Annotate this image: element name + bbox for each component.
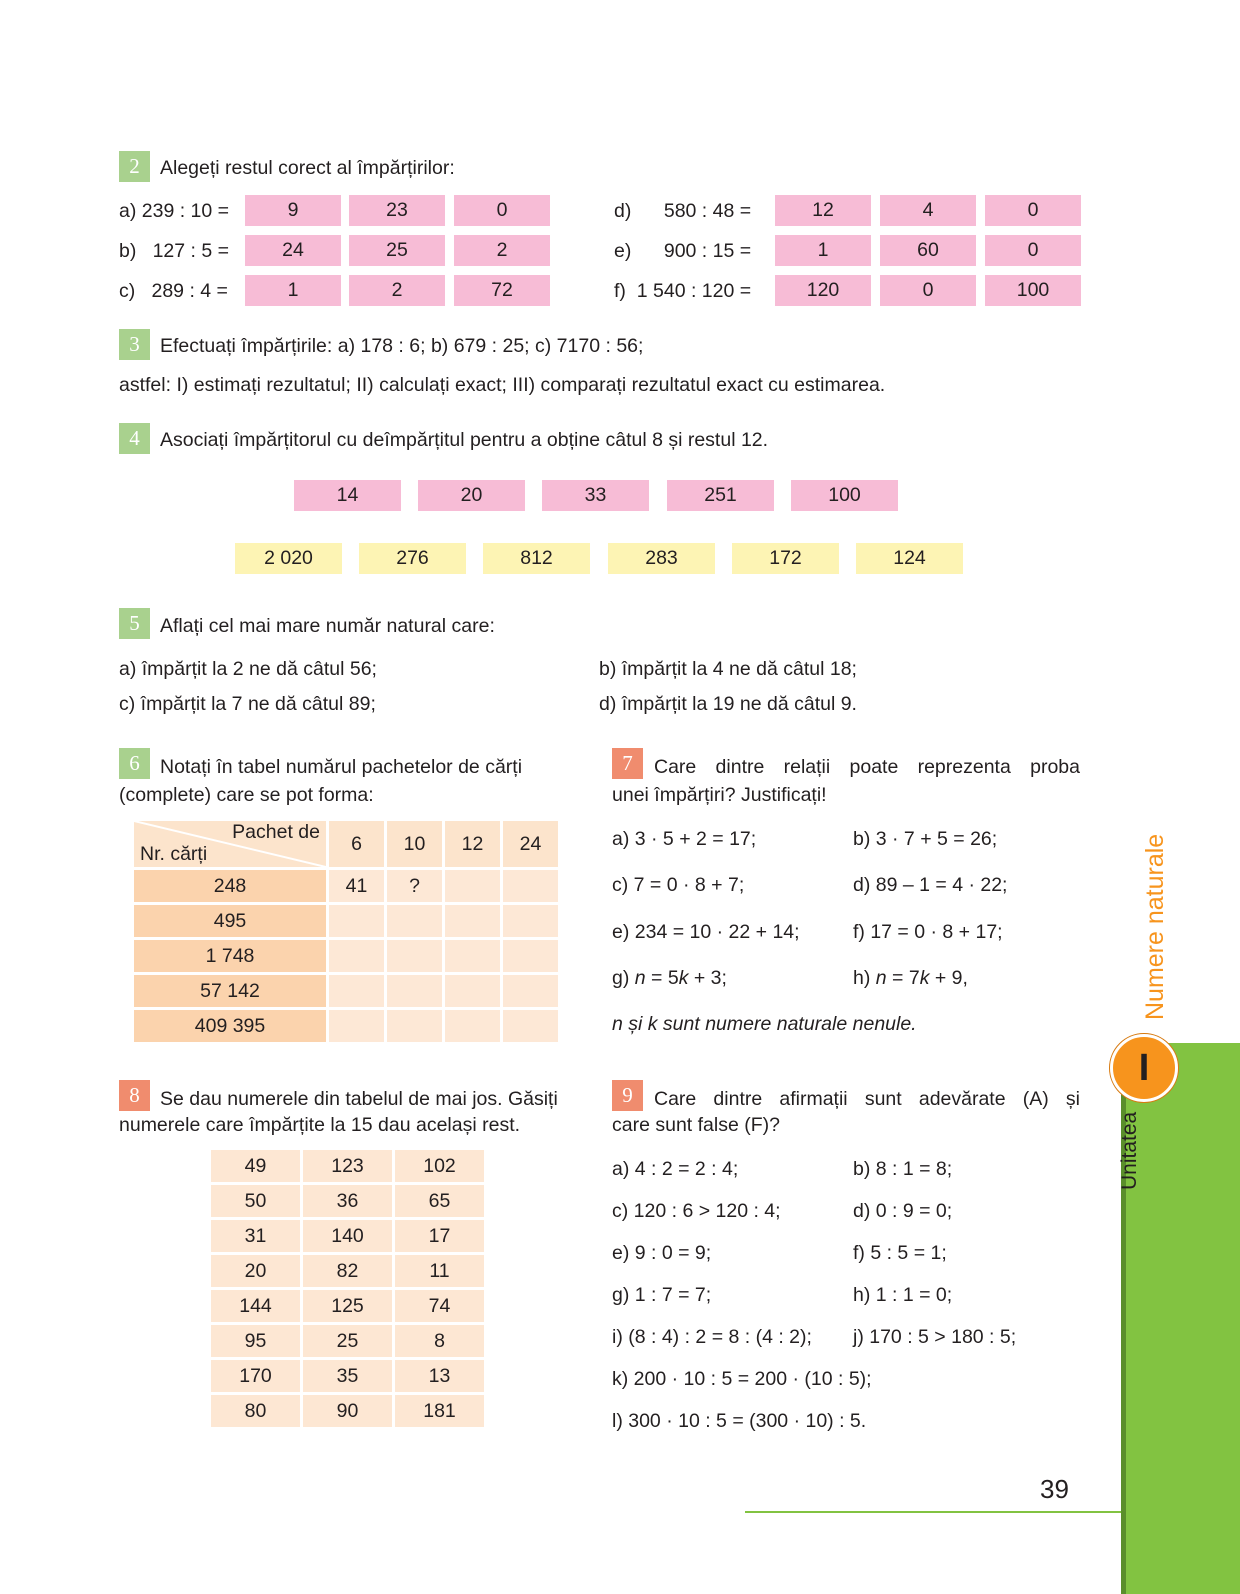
table-row [134,940,558,972]
footer-rule [745,1511,1121,1513]
table-cell[interactable] [387,975,442,1007]
answer-option[interactable]: 100 [985,275,1081,306]
table-cell: 31 [211,1220,300,1252]
exercise-number: 6 [119,748,150,779]
exercise-item: a) împărțit la 2 ne dă câtul 56; [119,658,377,680]
table-row [134,905,558,937]
answer-option[interactable]: 72 [454,275,550,306]
dividend-box[interactable]: 812 [483,543,590,574]
table-cell: 35 [303,1360,392,1392]
dividend-box[interactable]: 2 020 [235,543,342,574]
column-header: 12 [445,821,500,867]
row-header: 1 748 [134,940,326,972]
dividend-box[interactable]: 172 [732,543,839,574]
exercise-item: f) 5 : 5 = 1; [853,1242,947,1264]
table-cell[interactable] [329,905,384,937]
table-cell: 140 [303,1220,392,1252]
table-cell: 20 [211,1255,300,1287]
answer-option[interactable]: 2 [349,275,445,306]
answer-option[interactable]: 0 [985,195,1081,226]
exercise-item: c) 120 : 6 > 120 : 4; [612,1200,781,1222]
numbers-table [208,1147,487,1430]
table-cell[interactable] [503,870,558,902]
exercise-item: i) (8 : 4) : 2 = 8 : (4 : 2); [612,1326,812,1348]
table-cell: 144 [211,1290,300,1322]
table-row [211,1220,484,1252]
table-row [211,1290,484,1322]
exercise-number: 9 [612,1080,643,1111]
dividend-box[interactable]: 124 [856,543,963,574]
exercise-title: Asociați împărțitorul cu deîmpărțitul pentru a obține câtul 8 și restul 12. [160,429,769,451]
column-header: 6 [329,821,384,867]
exercise-item: g) 1 : 7 = 7; [612,1284,712,1306]
exercise-item: b) împărțit la 4 ne dă câtul 18; [599,658,857,680]
exercise-number: 5 [119,608,150,639]
table-cell: 25 [303,1325,392,1357]
division-expression: d) 580 : 48 = [614,200,752,222]
table-row [211,1395,484,1427]
exercise-text: care sunt false (F)? [612,1114,780,1136]
exercise-note: n și k sunt numere naturale nenule. [612,1013,917,1035]
answer-option[interactable]: 12 [775,195,871,226]
table-cell: 49 [211,1150,300,1182]
exercise-item: g) n = 5k + 3; [612,967,727,989]
exercise-text: unei împărțiri? Justificați! [612,784,827,806]
exercise-item: d) împărțit la 19 ne dă câtul 9. [599,693,857,715]
table-cell: 13 [395,1360,484,1392]
chapter-title: Numere naturale [1141,833,1169,1020]
divisor-box[interactable]: 14 [294,480,401,511]
table-cell[interactable] [329,1010,384,1042]
table-cell: 50 [211,1185,300,1217]
exercise-item: d) 0 : 9 = 0; [853,1200,953,1222]
answer-option[interactable]: 1 [775,235,871,266]
division-expression: a) 239 : 10 = [119,200,230,222]
exercise-item: e) 9 : 0 = 9; [612,1242,712,1264]
table-cell: 17 [395,1220,484,1252]
table-cell[interactable] [445,975,500,1007]
table-row [134,870,558,902]
exercise-text: astfel: I) estimați rezultatul; II) calculați exact; III) comparați rezultatul exact cu estimarea. [119,374,886,396]
answer-option[interactable]: 0 [880,275,976,306]
dividend-box[interactable]: 283 [608,543,715,574]
answer-option[interactable]: 25 [349,235,445,266]
table-cell: 36 [303,1185,392,1217]
table-row [134,1010,558,1042]
table-cell: 181 [395,1395,484,1427]
table-cell: 95 [211,1325,300,1357]
table-cell[interactable] [503,940,558,972]
answer-option[interactable]: 9 [245,195,341,226]
exercise-item: a) 3 · 5 + 2 = 17; [612,828,757,850]
exercise-text: Efectuați împărțirile: a) 178 : 6; b) 679 : 25; c) 7170 : 56; [160,335,644,357]
row-header: 57 142 [134,975,326,1007]
answer-option[interactable]: 24 [245,235,341,266]
chapter-label-anchor [1140,833,1169,1021]
table-cell: 102 [395,1150,484,1182]
exercise-number: 8 [119,1080,150,1111]
table-cell[interactable] [503,975,558,1007]
answer-option[interactable]: 0 [454,195,550,226]
division-expression: f) 1 540 : 120 = [614,280,752,302]
table-cell: 90 [303,1395,392,1427]
exercise-text: numerele care împărțite la 15 dau același rest. [119,1114,521,1136]
answer-option[interactable]: 4 [880,195,976,226]
packages-table [131,818,561,1045]
table-cell: 8 [395,1325,484,1357]
table-cell: 11 [395,1255,484,1287]
exercise-item: k) 200 · 10 : 5 = 200 · (10 : 5); [612,1368,872,1390]
unit-label-anchor [1118,1111,1141,1191]
answer-option[interactable]: 120 [775,275,871,306]
answer-option[interactable]: 1 [245,275,341,306]
table-cell[interactable]: ? [387,870,442,902]
exercise-title: Alegeți restul corect al împărțirilor: [160,157,455,179]
table-cell[interactable] [445,905,500,937]
table-cell: 65 [395,1185,484,1217]
dividend-box[interactable]: 276 [359,543,466,574]
page-number: 39 [1040,1474,1069,1504]
exercise-item: h) 1 : 1 = 0; [853,1284,953,1306]
table-cell: 74 [395,1290,484,1322]
table-cell[interactable] [503,1010,558,1042]
table-row [211,1185,484,1217]
exercise-number: 7 [612,748,643,779]
table-cell[interactable] [445,940,500,972]
table-row [134,975,558,1007]
exercise-number: 2 [119,151,150,182]
exercise-item: a) 4 : 2 = 2 : 4; [612,1158,739,1180]
table-cell[interactable] [445,1010,500,1042]
table-cell[interactable] [503,905,558,937]
answer-option[interactable]: 60 [880,235,976,266]
table-cell[interactable] [329,975,384,1007]
exercise-item: e) 234 = 10 · 22 + 14; [612,921,800,943]
row-header: 409 395 [134,1010,326,1042]
divisor-box[interactable]: 20 [418,480,525,511]
exercise-item: c) 7 = 0 · 8 + 7; [612,874,745,896]
table-corner-header [134,821,326,867]
table-cell[interactable]: 41 [329,870,384,902]
column-header: 10 [387,821,442,867]
table-cell: 125 [303,1290,392,1322]
exercise-item: j) 170 : 5 > 180 : 5; [853,1326,1017,1348]
table-cell: 82 [303,1255,392,1287]
column-header: 24 [503,821,558,867]
division-expression: e) 900 : 15 = [614,240,752,262]
exercise-text: Care dintre relații poate reprezenta proba [654,756,1080,778]
table-row [211,1150,484,1182]
exercise-text: Notați în tabel numărul pachetelor de cărți [160,756,523,778]
unit-numeral: I [1138,1047,1150,1089]
table-row [211,1325,484,1357]
exercise-text: Care dintre afirmații sunt adevărate (A) și [654,1088,1080,1110]
answer-option[interactable]: 2 [454,235,550,266]
exercise-item: l) 300 · 10 : 5 = (300 · 10) : 5. [612,1410,867,1432]
division-expression: c) 289 : 4 = [119,280,228,302]
row-header: 495 [134,905,326,937]
divisor-box[interactable]: 251 [667,480,774,511]
exercise-number: 3 [119,329,150,360]
exercise-item: d) 89 – 1 = 4 · 22; [853,874,1008,896]
table-cell: 80 [211,1395,300,1427]
answer-option[interactable]: 0 [985,235,1081,266]
exercise-item: h) n = 7k + 9, [853,967,968,989]
exercise-text: Se dau numerele din tabelul de mai jos. Găsiți [160,1088,558,1110]
table-row [211,1360,484,1392]
corner-top-label: Pachet de [232,821,320,843]
unit-label: Unitatea [1118,1111,1141,1190]
exercise-item: b) 8 : 1 = 8; [853,1158,953,1180]
row-header: 248 [134,870,326,902]
table-row [211,1255,484,1287]
divisor-box[interactable]: 33 [542,480,649,511]
table-cell: 123 [303,1150,392,1182]
table-cell[interactable] [329,940,384,972]
corner-bottom-label: Nr. cărți [140,843,208,865]
exercise-item: f) 17 = 0 · 8 + 17; [853,921,1003,943]
division-expression: b) 127 : 5 = [119,240,230,262]
exercise-text: (complete) care se pot forma: [119,784,374,806]
divisor-box[interactable]: 100 [791,480,898,511]
exercise-number: 4 [119,423,150,454]
table-cell[interactable] [387,1010,442,1042]
table-cell[interactable] [445,870,500,902]
exercise-item: c) împărțit la 7 ne dă câtul 89; [119,693,376,715]
answer-option[interactable]: 23 [349,195,445,226]
table-cell[interactable] [387,905,442,937]
unit-badge [1110,1034,1178,1102]
exercise-item: b) 3 · 7 + 5 = 26; [853,828,998,850]
table-cell: 170 [211,1360,300,1392]
table-cell[interactable] [387,940,442,972]
exercise-title: Aflați cel mai mare număr natural care: [160,615,495,637]
